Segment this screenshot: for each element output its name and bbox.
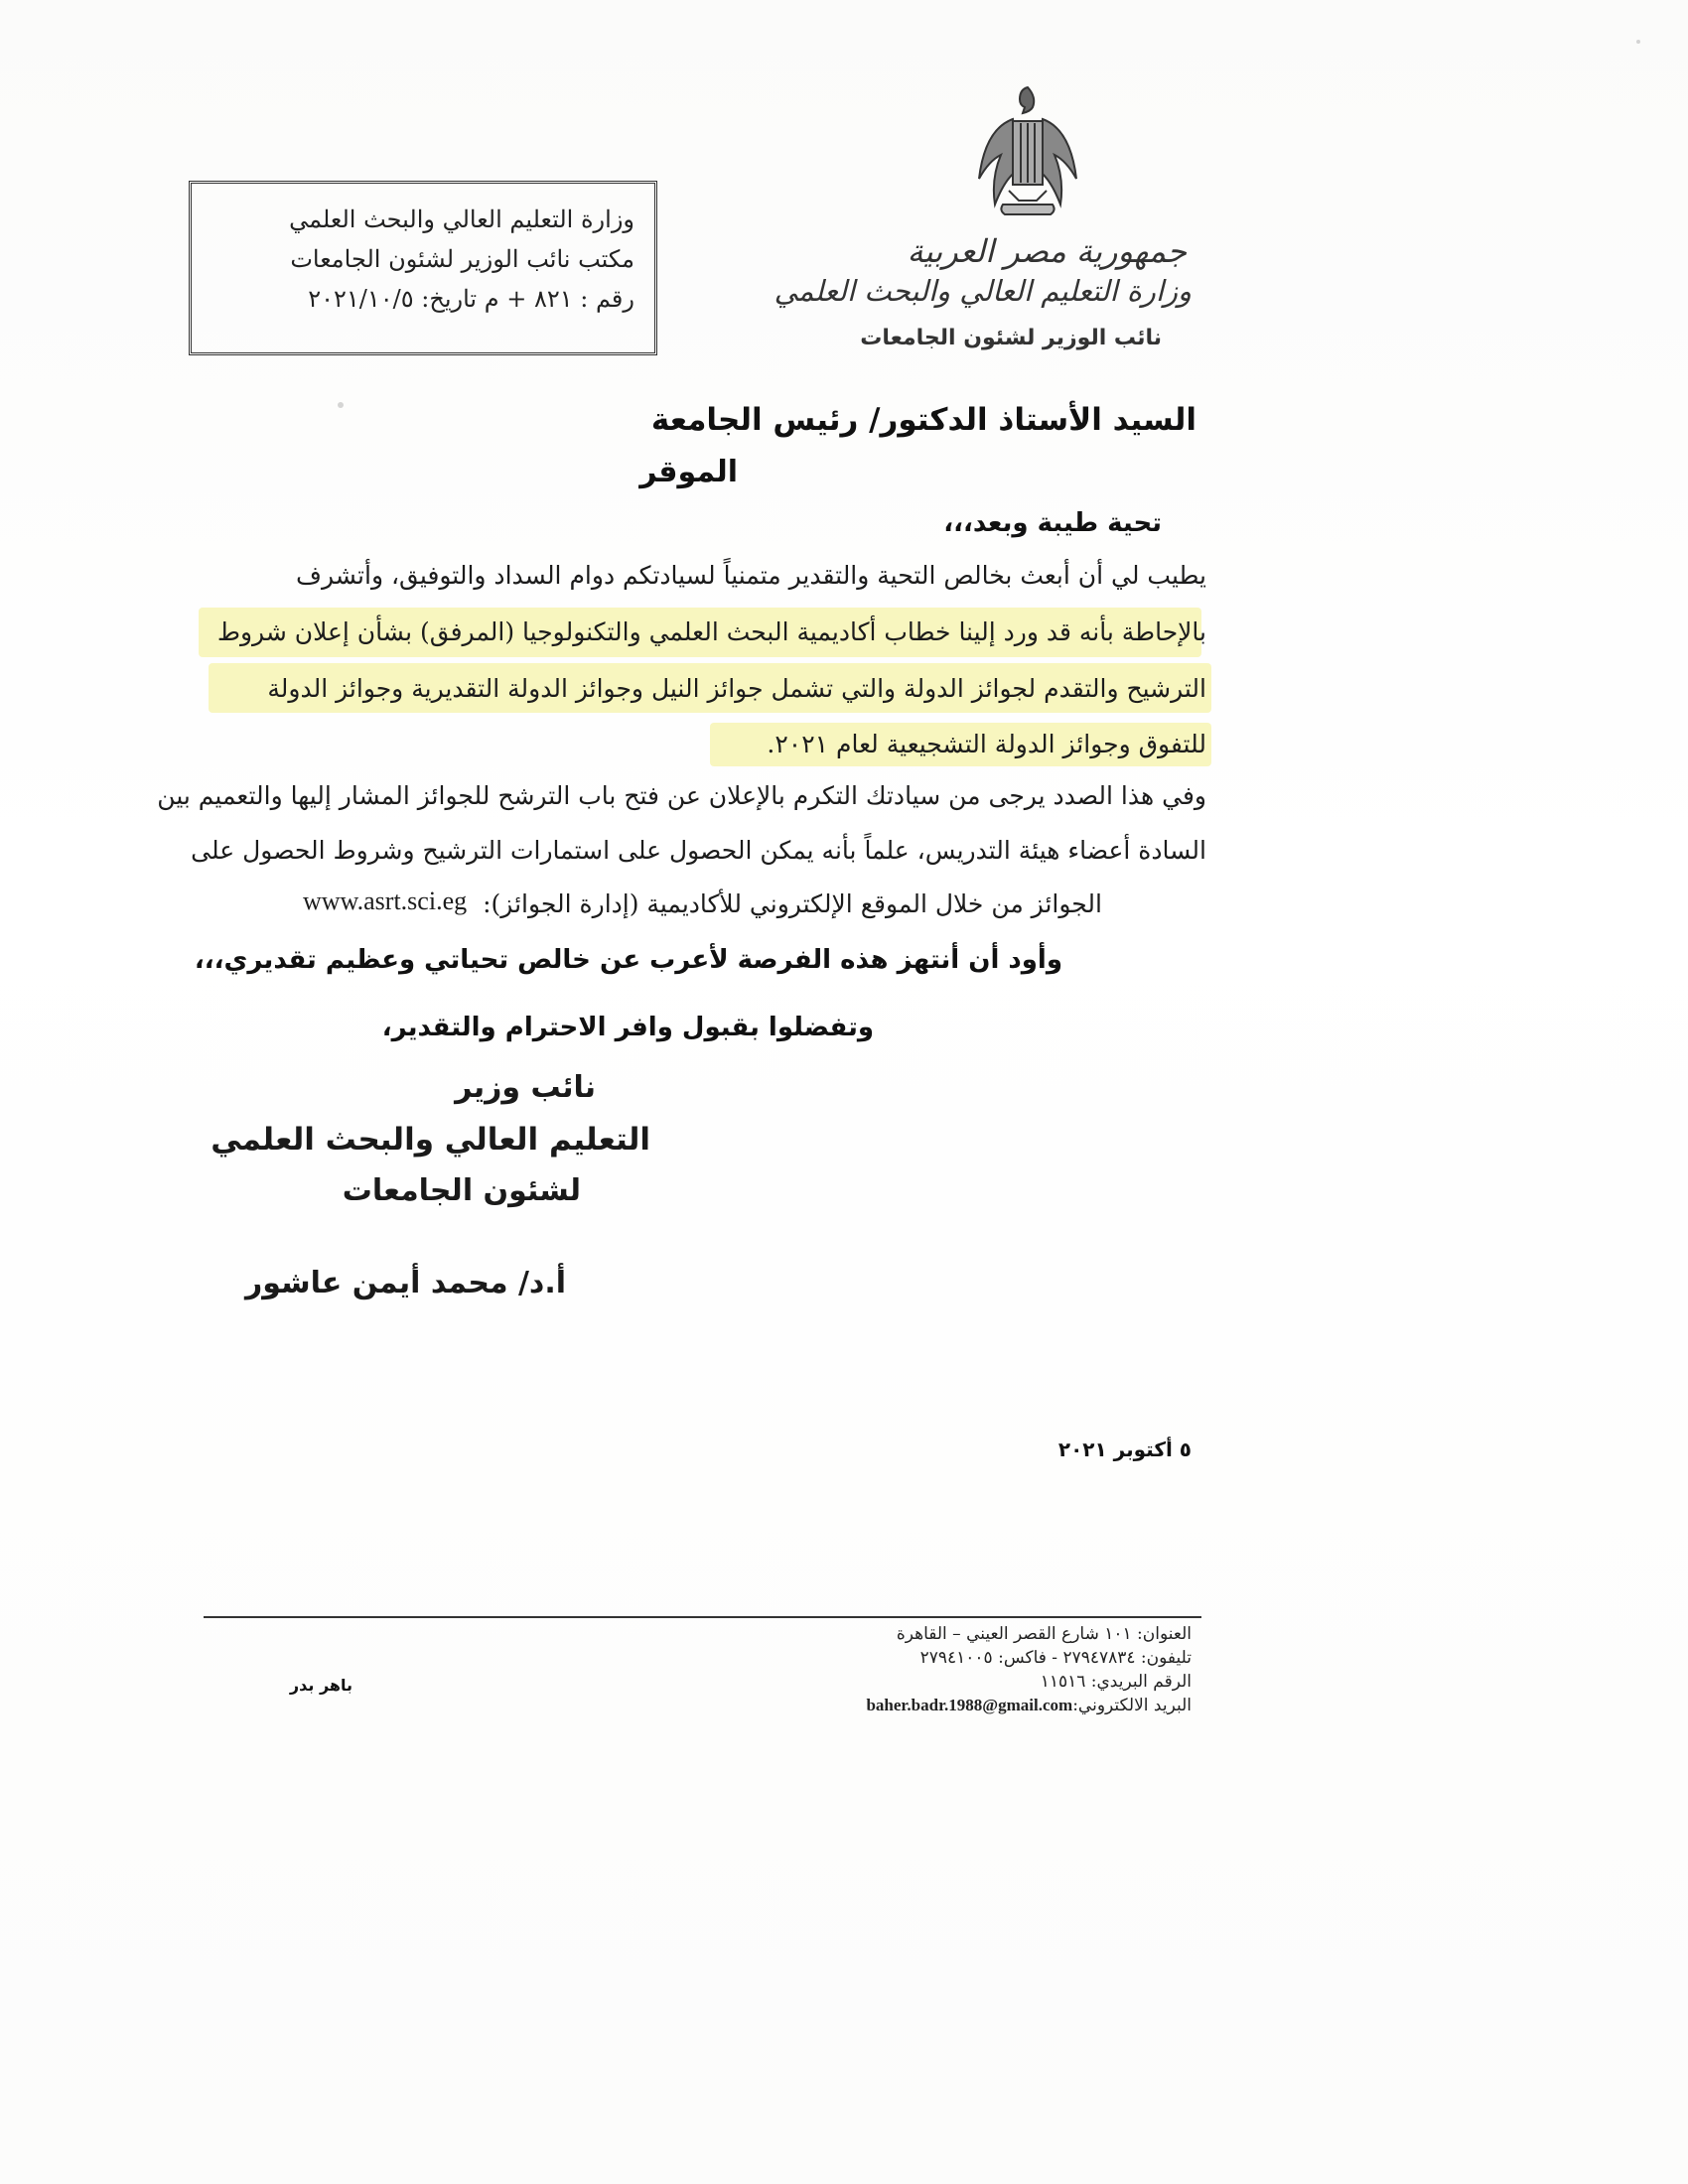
body-line: للتفوق وجوائز الدولة التشجيعية لعام ٢٠٢١. xyxy=(767,730,1206,758)
letterhead-ministry: وزارة التعليم العالي والبحث العلمي xyxy=(774,274,1192,308)
footer-postal-code: الرقم البريدي: ١١٥١٦ xyxy=(1040,1672,1192,1692)
academy-website-link[interactable]: www.asrt.sci.eg xyxy=(303,887,468,915)
signature-title-line3: لشئون الجامعات xyxy=(342,1173,581,1208)
footer-divider xyxy=(204,1616,1201,1618)
body-line: الترشيح والتقدم لجوائز الدولة والتي تشمل جوائز النيل وجوائز الدولة التقديرية وجوائز الدولة xyxy=(267,674,1206,703)
scan-speck xyxy=(338,402,344,408)
closing-line: وأود أن أنتهز هذه الفرصة لأعرب عن خالص تحياتي وعظيم تقديري،،، xyxy=(194,945,1062,975)
signature-title-line2: التعليم العالي والبحث العلمي xyxy=(211,1122,650,1158)
reference-number-date: رقم : ٨٢١ + م تاريخ: ٢٠٢١/١٠/٥ xyxy=(308,285,634,313)
signatory-name: أ.د/ محمد أيمن عاشور xyxy=(245,1266,566,1300)
signature-title-line1: نائب وزير xyxy=(455,1070,596,1105)
eagle-emblem-icon xyxy=(973,79,1082,228)
scan-speck xyxy=(1636,40,1640,44)
reference-box xyxy=(189,181,657,355)
letterhead-country: جمهورية مصر العربية xyxy=(907,232,1187,270)
reference-ministry: وزارة التعليم العالي والبحث العلمي xyxy=(289,205,634,233)
body-line: وفي هذا الصدد يرجى من سيادتك التكرم بالإعلان عن فتح باب الترشح للجوائز المشار إليها والتعميم بين xyxy=(157,781,1206,810)
body-line: بالإحاطة بأنه قد ورد إلينا خطاب أكاديمية البحث العلمي والتكنولوجيا (المرفق) بشأن إعلان شروط xyxy=(216,617,1206,646)
footer-address: العنوان: ١٠١ شارع القصر العيني – القاهرة xyxy=(896,1624,1192,1644)
footer-email-link[interactable]: baher.badr.1988@gmail.com xyxy=(866,1696,1073,1714)
recipient-title: السيد الأستاذ الدكتور/ رئيس الجامعة xyxy=(650,402,1196,438)
recipient-honorific: الموقر xyxy=(639,455,738,489)
closing-respect: وتفضلوا بقبول وافر الاحترام والتقدير، xyxy=(381,1013,874,1042)
body-line: السادة أعضاء هيئة التدريس، علماً بأنه يمكن الحصول على استمارات الترشيح وشروط الحصول على xyxy=(191,836,1206,865)
letter-date: ٥ أكتوبر ٢٠٢١ xyxy=(1057,1437,1192,1461)
body-line: الجوائز من خلال الموقع الإلكتروني للأكاديمية (إدارة الجوائز): xyxy=(483,889,1102,918)
greeting: تحية طيبة وبعد،،، xyxy=(943,508,1162,538)
footer-phone-fax: تليفون: ٢٧٩٤٧٨٣٤ - فاكس: ٢٧٩٤١٠٠٥ xyxy=(919,1648,1192,1668)
reference-office: مكتب نائب الوزير لشئون الجامعات xyxy=(290,245,634,273)
body-line: يطيب لي أن أبعث بخالص التحية والتقدير متمنياً لسيادتكم دوام السداد والتوفيق، وأتشرف xyxy=(296,561,1206,590)
preparer-initials: باهر بدر xyxy=(289,1676,352,1695)
footer-email-row xyxy=(866,1696,1192,1715)
letterhead-office: نائب الوزير لشئون الجامعات xyxy=(860,326,1162,350)
footer-email-label: البريد الالكتروني: xyxy=(1072,1696,1192,1715)
